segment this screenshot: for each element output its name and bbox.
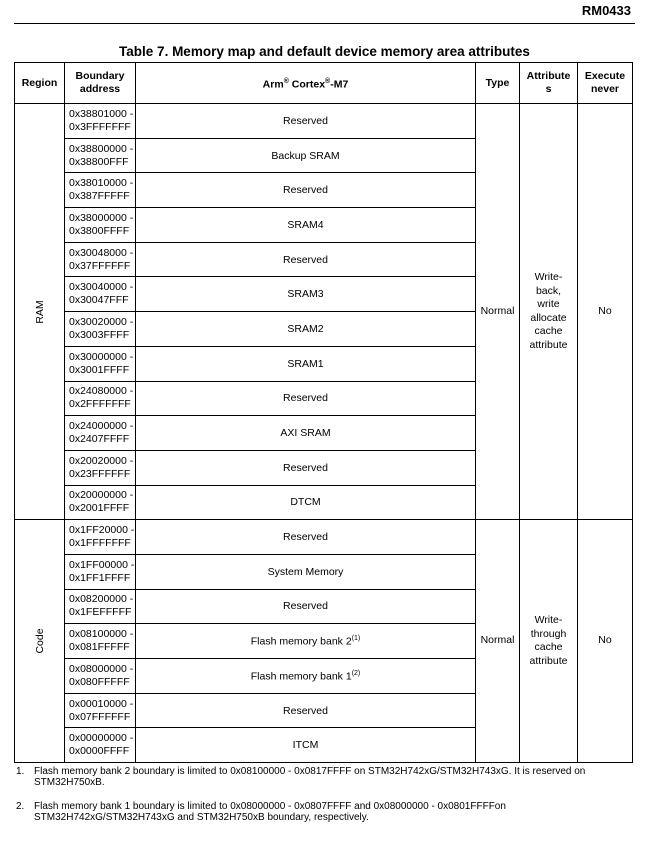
address-start: 0x24080000 -: [69, 385, 134, 398]
header-execute-line2: never: [590, 83, 620, 95]
address-end: 0x37FFFFFF: [69, 259, 131, 272]
address-start: 0x30020000 -: [69, 315, 134, 328]
memory-area-cell: [136, 554, 476, 589]
boundary-address-cell: [65, 554, 136, 589]
boundary-address-cell: [65, 659, 136, 694]
memory-map-table: [14, 62, 633, 763]
header-boundary-line1: Boundary: [75, 70, 125, 82]
boundary-address-cell: [65, 381, 136, 416]
address-start: 0x08200000 -: [69, 593, 134, 606]
memory-area-name: Flash memory bank 1: [250, 670, 352, 683]
memory-area-cell: [136, 104, 476, 139]
boundary-address-cell: [65, 173, 136, 208]
address-end: 0x3001FFFF: [69, 363, 130, 376]
address-start: 0x00010000 -: [69, 697, 134, 710]
type-cell: Normal: [476, 520, 520, 763]
memory-area-cell: [136, 416, 476, 451]
document-id: RM0433: [581, 3, 631, 18]
table-title: Table 7. Memory map and default device memory area attributes: [119, 44, 530, 59]
boundary-address-cell: [65, 728, 136, 763]
boundary-address-cell: [65, 450, 136, 485]
memory-area-cell: [136, 346, 476, 381]
address-end: 0x081FFFFF: [69, 641, 130, 654]
boundary-address-cell: [65, 277, 136, 312]
memory-area-cell: [136, 208, 476, 243]
execute-never-cell: No: [578, 104, 633, 520]
memory-area-name: Reserved: [283, 600, 328, 613]
footnotes: [16, 766, 616, 836]
boundary-address-cell: [65, 589, 136, 624]
table-row: [15, 104, 633, 139]
footnote: [16, 801, 616, 823]
memory-area-name: Reserved: [283, 392, 328, 405]
table-header-row: [15, 63, 633, 104]
address-end: 0x080FFFFF: [69, 675, 130, 688]
memory-area-cell: [136, 381, 476, 416]
address-start: 0x24000000 -: [69, 420, 134, 433]
boundary-address-cell: [65, 693, 136, 728]
address-end: 0x30047FFF: [69, 294, 129, 307]
memory-area-name: SRAM4: [287, 218, 324, 231]
header-core-post: -M7: [330, 78, 349, 91]
address-start: 0x20000000 -: [69, 489, 134, 502]
header-type: Type: [476, 63, 520, 104]
attribute-line: allocate: [530, 311, 567, 324]
memory-area-cell: [136, 728, 476, 763]
table-row: [15, 520, 633, 555]
footnote-text: Flash memory bank 2 boundary is limited to 0x08100000 - 0x0817FFFF on STM32H742xG/STM32H743xG. It is reserved on STM32H750xB.: [34, 766, 586, 788]
header-boundary-address: [65, 63, 136, 104]
boundary-address-cell: [65, 312, 136, 347]
memory-area-name: SRAM2: [287, 322, 324, 335]
boundary-address-cell: [65, 104, 136, 139]
footnote-number: 2.: [16, 801, 25, 812]
header-attributes-line1: Attribute: [526, 70, 571, 82]
header-attributes-line2: s: [545, 83, 552, 95]
address-start: 0x30048000 -: [69, 246, 134, 259]
table-body: [15, 104, 633, 763]
attribute-line: Write-: [534, 614, 563, 627]
memory-area-name: Reserved: [283, 531, 328, 544]
address-start: 0x08100000 -: [69, 628, 134, 641]
memory-area-cell: [136, 624, 476, 659]
address-start: 0x20020000 -: [69, 454, 134, 467]
address-start: 0x1FF20000 -: [69, 524, 135, 537]
footnote-ref: (2): [351, 669, 361, 677]
address-start: 0x38801000 -: [69, 107, 134, 120]
memory-area-cell: [136, 173, 476, 208]
memory-area-cell: [136, 693, 476, 728]
footnote-text: Flash memory bank 1 boundary is limited to 0x08000000 - 0x0807FFFF and 0x08000000 - 0x0801FFFFon STM32H742xG/STM32H743xG and STM32H750xB boundary, respectively.: [34, 801, 506, 823]
boundary-address-cell: [65, 208, 136, 243]
header-rule: [14, 23, 635, 24]
address-start: 0x1FF00000 -: [69, 558, 135, 571]
attribute-line: Write-: [534, 271, 563, 284]
header-attributes: [520, 63, 578, 104]
attribute-line: attribute: [529, 338, 568, 351]
memory-area-name: ITCM: [292, 739, 319, 752]
boundary-address-cell: [65, 138, 136, 173]
memory-area-cell: [136, 277, 476, 312]
address-end: 0x1FEFFFFF: [69, 606, 132, 619]
attribute-line: write: [537, 298, 560, 311]
address-end: 0x3003FFFF: [69, 328, 130, 341]
memory-area-cell: [136, 138, 476, 173]
attributes-cell: [520, 520, 578, 763]
address-start: 0x30040000 -: [69, 281, 134, 294]
attributes-cell: [520, 104, 578, 520]
execute-never-cell: No: [578, 520, 633, 763]
address-end: 0x3FFFFFFF: [69, 120, 131, 133]
region-label: Code: [33, 628, 46, 654]
header-execute-never: [578, 63, 633, 104]
memory-area-cell: [136, 312, 476, 347]
memory-area-name: System Memory: [267, 565, 344, 578]
address-start: 0x38800000 -: [69, 142, 134, 155]
address-start: 0x38010000 -: [69, 177, 134, 190]
address-end: 0x0000FFFF: [69, 745, 130, 758]
attribute-line: back,: [535, 284, 562, 297]
memory-area-cell: [136, 485, 476, 520]
address-end: 0x1FFFFFFF: [69, 537, 131, 550]
memory-area-name: Reserved: [283, 704, 328, 717]
address-end: 0x07FFFFFF: [69, 710, 131, 723]
address-end: 0x23FFFFFF: [69, 467, 131, 480]
memory-area-name: Reserved: [283, 184, 328, 197]
attribute-line: attribute: [529, 654, 568, 667]
type-cell: Normal: [476, 104, 520, 520]
header-region: Region: [15, 63, 65, 104]
memory-area-name: AXI SRAM: [280, 427, 331, 440]
boundary-address-cell: [65, 520, 136, 555]
memory-area-name: Reserved: [283, 253, 328, 266]
attribute-line: cache: [534, 325, 563, 338]
header-execute-line1: Execute: [584, 70, 626, 82]
address-start: 0x00000000 -: [69, 732, 134, 745]
footnote-number: 1.: [16, 766, 25, 777]
address-end: 0x3800FFFF: [69, 224, 130, 237]
memory-area-cell: [136, 520, 476, 555]
header-core-mid: Cortex: [288, 78, 326, 91]
memory-area-name: Reserved: [283, 114, 328, 127]
address-end: 0x2001FFFF: [69, 502, 130, 515]
registered-mark: ®: [283, 77, 289, 85]
memory-area-name: SRAM3: [287, 288, 324, 301]
memory-area-cell: [136, 450, 476, 485]
boundary-address-cell: [65, 624, 136, 659]
address-start: 0x38000000 -: [69, 211, 134, 224]
memory-area-cell: [136, 659, 476, 694]
header-core-pre: Arm: [262, 78, 284, 91]
address-end: 0x387FFFFF: [69, 190, 130, 203]
address-end: 0x2407FFFF: [69, 433, 130, 446]
region-cell: [15, 520, 65, 763]
header-boundary-line2: address: [79, 83, 121, 95]
header-core: [136, 63, 476, 104]
boundary-address-cell: [65, 346, 136, 381]
footnote-ref: (1): [351, 634, 361, 642]
attribute-line: through: [530, 627, 567, 640]
memory-area-name: Flash memory bank 2: [250, 635, 352, 648]
memory-area-cell: [136, 589, 476, 624]
attribute-line: cache: [534, 641, 563, 654]
memory-area-name: Reserved: [283, 461, 328, 474]
memory-area-name: SRAM1: [287, 357, 324, 370]
memory-area-name: DTCM: [290, 496, 321, 509]
address-end: 0x38800FFF: [69, 155, 129, 168]
address-start: 0x30000000 -: [69, 350, 134, 363]
footnote: [16, 766, 616, 788]
memory-area-cell: [136, 242, 476, 277]
address-end: 0x1FF1FFFF: [69, 571, 131, 584]
region-label: RAM: [33, 299, 46, 324]
address-start: 0x08000000 -: [69, 662, 134, 675]
boundary-address-cell: [65, 242, 136, 277]
address-end: 0x2FFFFFFF: [69, 398, 131, 411]
memory-area-name: Backup SRAM: [271, 149, 340, 162]
region-cell: [15, 104, 65, 520]
registered-mark: ®: [325, 77, 331, 85]
boundary-address-cell: [65, 416, 136, 451]
boundary-address-cell: [65, 485, 136, 520]
